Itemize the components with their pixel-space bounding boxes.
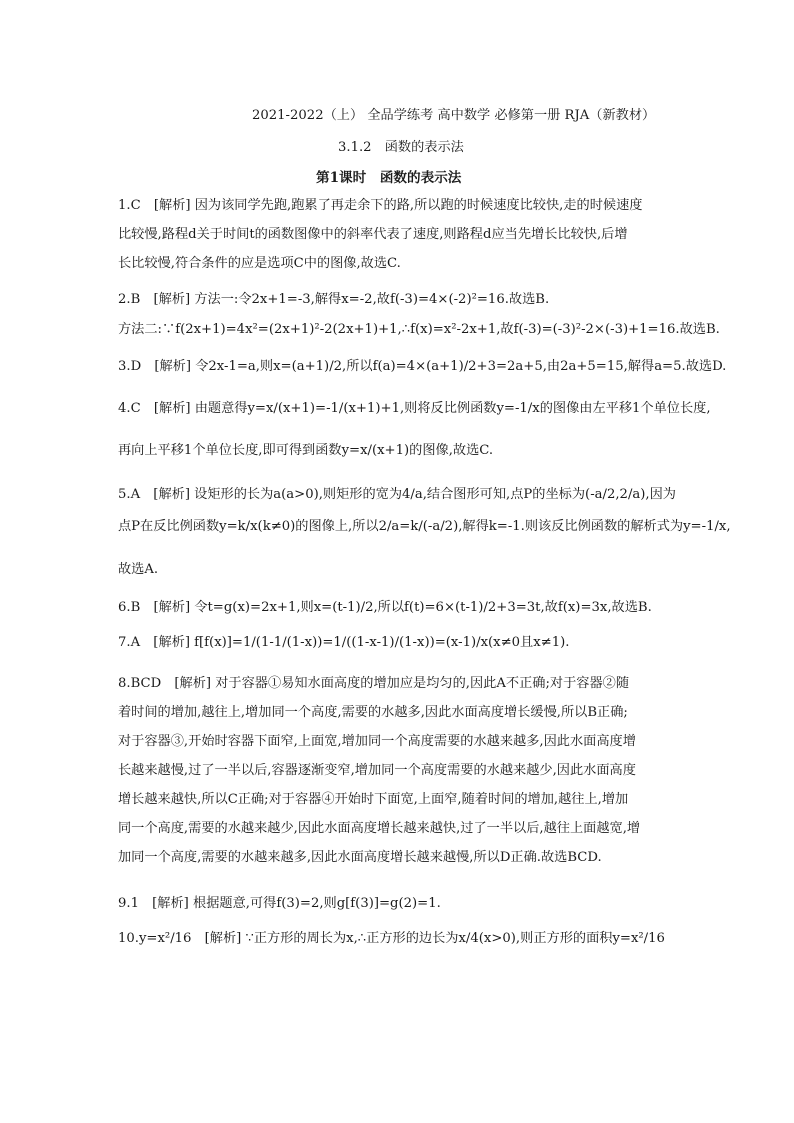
header-series: 2021-2022（上） 全品学练考 高中数学 必修第一册 RJA（新教材） [252,108,656,123]
section-title: 3.1.2 函数的表示法 [338,140,464,155]
answer-line: 故选A. [118,562,159,577]
answer-line: 1.C [解析] 因为该同学先跑,跑累了再走余下的路,所以跑的时候速度比较快,走的时候速度 [118,198,643,213]
answer-line: 10.y=x²/16 [解析] ∵正方形的周长为x,∴正方形的边长为x/4(x>0),则正方形的面积y=x²/16 [118,931,665,946]
answer-line: 9.1 [解析] 根据题意,可得f(3)=2,则g[f(3)]=g(2)=1. [118,896,441,911]
answer-line: 长越来越慢,过了一半以后,容器逐渐变窄,增加同一个高度需要的水越来越少,因此水面高度 [118,763,636,778]
answer-line: 6.B [解析] 令t=g(x)=2x+1,则x=(t-1)/2,所以f(t)=6×(t-1)/2+3=3t,故f(x)=3x,故选B. [118,600,652,615]
answer-line: 7.A [解析] f[f(x)]=1/(1-1/(1-x))=1/((1-x-1)/(1-x))=(x-1)/x(x≠0且x≠1). [118,635,570,650]
answer-line: 8.BCD [解析] 对于容器①易知水面高度的增加应是均匀的,因此A不正确;对于容器②随 [118,676,630,691]
answer-line: 长比较慢,符合条件的应是选项C中的图像,故选C. [118,256,401,271]
answer-line: 增长越来越快,所以C正确;对于容器④开始时下面宽,上面窄,随着时间的增加,越往上,增加 [118,792,629,807]
answer-line: 着时间的增加,越往上,增加同一个高度,需要的水越多,因此水面高度增长缓慢,所以B正确; [118,705,628,720]
answer-line: 加同一个高度,需要的水越来越多,因此水面高度增长越来越慢,所以D正确.故选BCD. [118,850,602,865]
answer-line: 2.B [解析] 方法一:令2x+1=-3,解得x=-2,故f(-3)=4×(-2)²=16.故选B. [118,292,550,307]
answer-line: 方法二:∵f(2x+1)=4x²=(2x+1)²-2(2x+1)+1,∴f(x)=x²-2x+1,故f(-3)=(-3)²-2×(-3)+1=16.故选B. [118,322,720,337]
answer-line: 比较慢,路程d关于时间t的函数图像中的斜率代表了速度,则路程d应当先增长比较快,后增 [118,227,628,242]
answer-line: 对于容器③,开始时容器下面窄,上面宽,增加同一个高度需要的水越来越多,因此水面高度增 [118,734,636,749]
answer-line: 3.D [解析] 令2x-1=a,则x=(a+1)/2,所以f(a)=4×(a+1)/2+3=2a+5,由2a+5=15,解得a=5.故选D. [118,359,727,374]
answer-line: 同一个高度,需要的水越来越少,因此水面高度增长越来越快,过了一半以后,越往上面越宽,增 [118,821,641,836]
answer-line: 再向上平移1个单位长度,即可得到函数y=x/(x+1)的图像,故选C. [118,443,494,458]
answer-line: 点P在反比例函数y=k/x(k≠0)的图像上,所以2/a=k/(-a/2),解得k=-1.则该反比例函数的解析式为y=-1/x, [118,519,731,534]
lesson-title: 第1课时 函数的表示法 [316,170,462,186]
answer-line: 4.C [解析] 由题意得y=x/(x+1)=-1/(x+1)+1,则将反比例函数y=-1/x的图像由左平移1个单位长度, [118,401,711,416]
answer-line: 5.A [解析] 设矩形的长为a(a>0),则矩形的宽为4/a,结合图形可知,点P的坐标为(-a/2,2/a),因为 [118,487,676,502]
